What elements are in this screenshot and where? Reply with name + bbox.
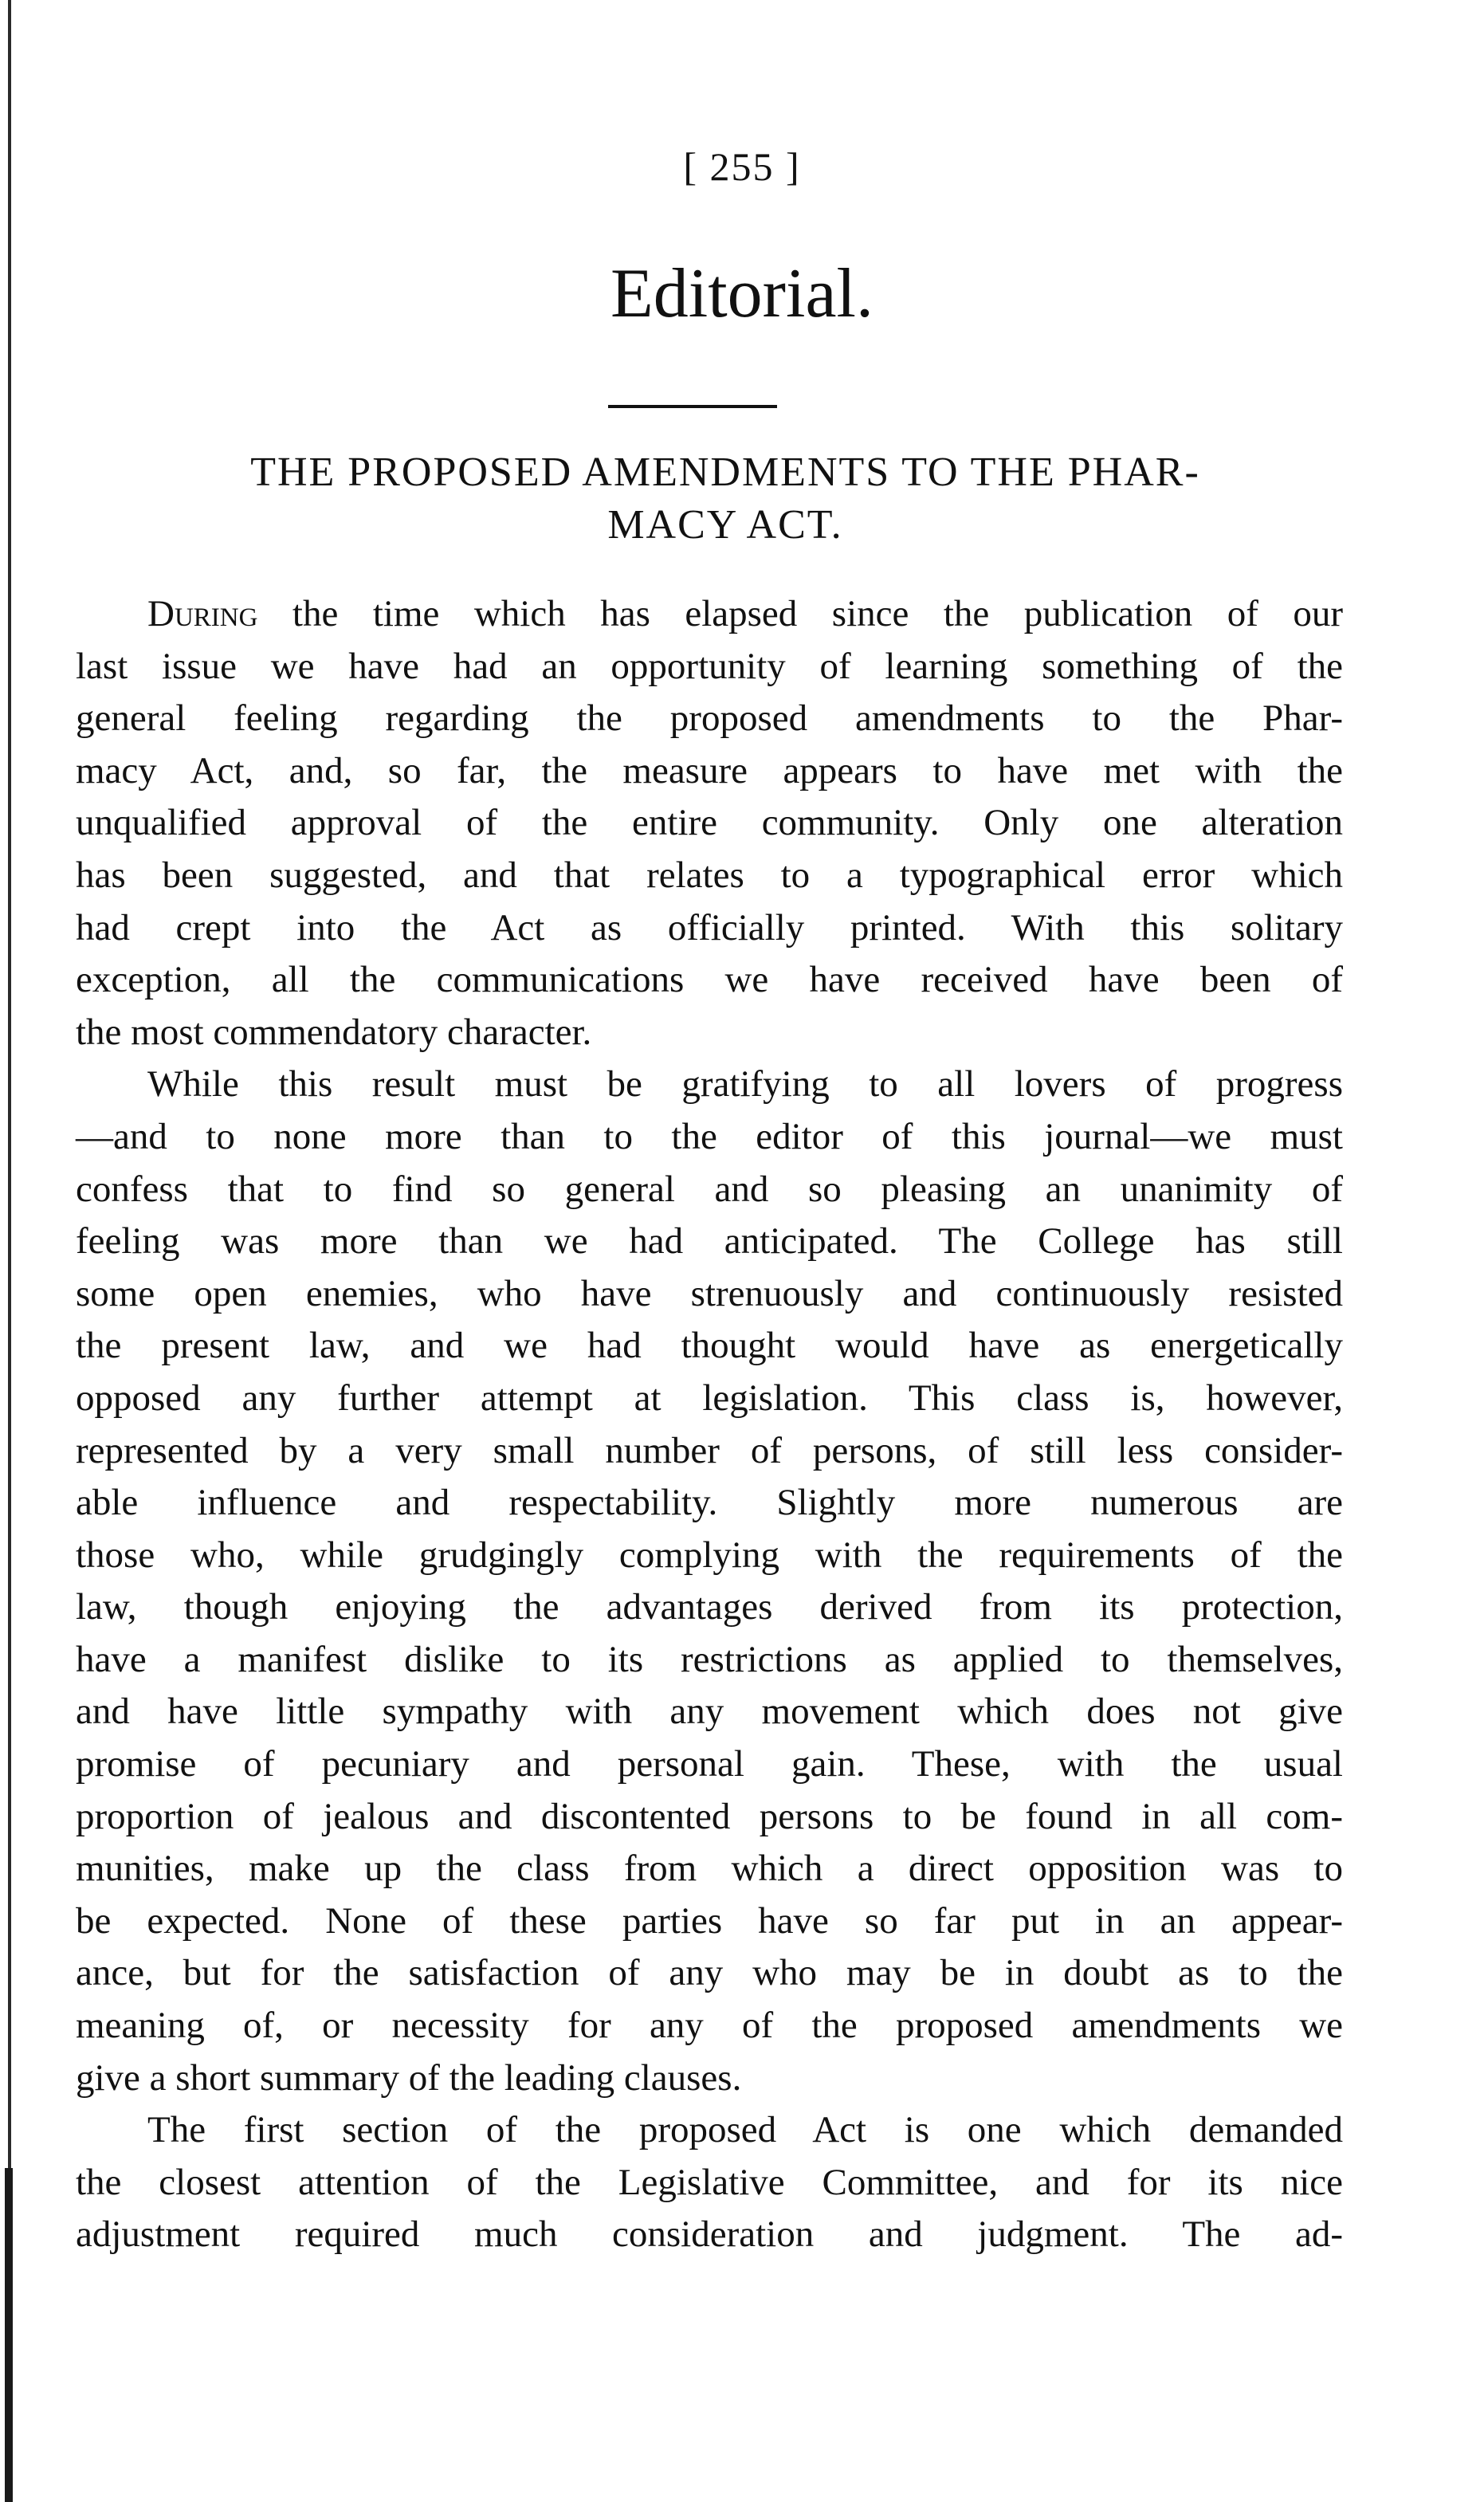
- line-text: macy Act, and, so far, the measure appears to have met with the: [76, 749, 1343, 791]
- line-text: The first section of the proposed Act is one which demanded: [147, 2109, 1343, 2151]
- line-text: —and to none more than to the editor of this journal—we must: [76, 1115, 1343, 1157]
- line-text: proportion of jealous and discontented persons to be found in all com-: [76, 1795, 1343, 1837]
- text-line: [76, 797, 1343, 850]
- line-text: has been suggested, and that relates to a typographical error which: [76, 854, 1343, 896]
- line-text: general feeling regarding the proposed amendments to the Phar-: [76, 697, 1343, 740]
- article-heading: [96, 446, 1355, 552]
- text-line: [76, 1843, 1343, 1895]
- text-line: [76, 1268, 1343, 1321]
- line-text: meaning of, or necessity for any of the proposed amendments we: [76, 2005, 1343, 2047]
- text-line: [76, 1738, 1343, 1791]
- line-text: last issue we have had an opportunity of learning something of the: [76, 645, 1343, 687]
- text-line: [76, 1634, 1343, 1687]
- text-line: [76, 1373, 1343, 1425]
- line-text: the time which has elapsed since the publication of our: [257, 593, 1343, 634]
- text-line: [76, 1947, 1343, 2000]
- line-text: and have little sympathy with any movement which does not give: [76, 1691, 1343, 1733]
- line-text: the present law, and we had thought would have as energetically: [76, 1325, 1343, 1367]
- text-line: [76, 745, 1343, 798]
- text-line: [76, 1111, 1343, 1164]
- line-text: opposed any further attempt at legislation. This class is, however,: [76, 1377, 1343, 1419]
- line-text: feeling was more than we had anticipated. The College has still: [76, 1220, 1343, 1263]
- line-text: the closest attention of the Legislative Committee, and for its nice: [76, 2161, 1343, 2203]
- binding-edge-line: [8, 0, 11, 2502]
- text-line: [76, 1477, 1343, 1530]
- section-title: Editorial.: [610, 255, 874, 332]
- article-heading-line: MACY ACT.: [607, 502, 843, 548]
- line-text: able influence and respectability. Slightly more numerous are: [76, 1482, 1343, 1524]
- lead-in-smallcaps: During: [147, 593, 258, 634]
- line-text: munities, make up the class from which a direct opposition was to: [76, 1848, 1343, 1890]
- text-line: [76, 2000, 1343, 2052]
- text-line: [76, 1791, 1343, 1844]
- text-line: [76, 1216, 1343, 1268]
- line-text: exception, all the communications we have received have been of: [76, 959, 1343, 1001]
- paragraph: [76, 588, 1343, 1059]
- article-body: [76, 588, 1343, 2261]
- text-line: [76, 693, 1343, 745]
- title-divider: [608, 405, 777, 408]
- text-line: [76, 2052, 1343, 2105]
- text-line: [76, 1007, 1343, 1059]
- text-line: [76, 1530, 1343, 1582]
- line-text: While this result must be gratifying to all lovers of progress: [147, 1063, 1343, 1106]
- article-heading-line: THE PROPOSED AMENDMENTS TO THE PHAR-: [250, 450, 1200, 495]
- text-line: [76, 902, 1343, 955]
- text-line: [76, 1686, 1343, 1738]
- line-text: represented by a very small number of persons, of still less consider-: [76, 1429, 1343, 1471]
- text-line: [76, 1320, 1343, 1373]
- line-text: unqualified approval of the entire community. Only one alteration: [76, 802, 1343, 844]
- line-text: have a manifest dislike to its restrictions as applied to themselves,: [76, 1638, 1343, 1680]
- line-text: be expected. None of these parties have so far put in an appear-: [76, 1899, 1343, 1942]
- text-line: [76, 1581, 1343, 1634]
- line-text: give a short summary of the leading clauses.: [76, 2056, 742, 2099]
- text-line: [76, 1425, 1343, 1478]
- line-text: ance, but for the satisfaction of any who may be in doubt as to the: [76, 1952, 1343, 1994]
- text-line: [76, 850, 1343, 902]
- line-text: had crept into the Act as officially printed. With this solitary: [76, 906, 1343, 949]
- line-text: those who, while grudgingly complying with the requirements of the: [76, 1534, 1343, 1576]
- text-line: [76, 1895, 1343, 1948]
- paragraph: [76, 1059, 1343, 2104]
- line-text: promise of pecuniary and personal gain. These, with the usual: [76, 1743, 1343, 1785]
- line-text: adjustment required much consideration and judgment. The ad-: [76, 2213, 1343, 2256]
- text-line: [76, 1164, 1343, 1216]
- paragraph: [76, 2104, 1343, 2261]
- page-number: [ 255 ]: [683, 144, 801, 189]
- text-line: [76, 641, 1343, 693]
- line-text: the most commendatory character.: [76, 1011, 592, 1053]
- text-line: [76, 1059, 1343, 1111]
- text-line: [76, 2157, 1343, 2209]
- line-text: confess that to find so general and so pleasing an unanimity of: [76, 1168, 1343, 1210]
- line-text: law, though enjoying the advantages derived from its protection,: [76, 1586, 1343, 1628]
- text-line: [76, 954, 1343, 1007]
- text-line: [76, 2104, 1343, 2157]
- text-line: [76, 2209, 1343, 2261]
- line-text: some open enemies, who have strenuously and continuously resisted: [76, 1272, 1343, 1314]
- binding-edge-shadow: [5, 2168, 13, 2502]
- text-line: [76, 588, 1343, 641]
